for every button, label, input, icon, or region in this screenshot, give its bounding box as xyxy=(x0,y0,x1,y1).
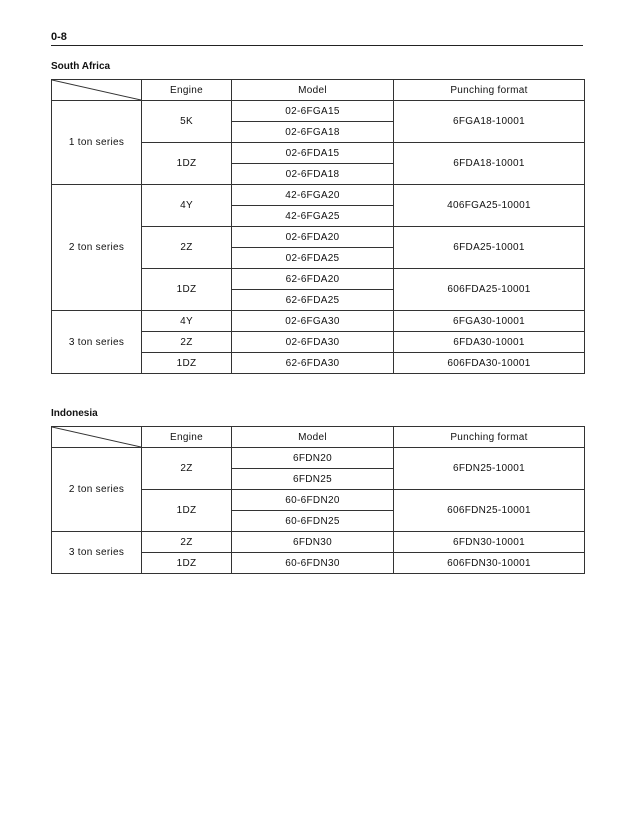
punching-format-cell: 6FDN25-10001 xyxy=(394,448,585,490)
model-cell: 02-6FGA15 xyxy=(232,101,394,122)
model-cell: 6FDN20 xyxy=(232,448,394,469)
model-cell: 02-6FDA25 xyxy=(232,248,394,269)
table-row xyxy=(52,532,585,553)
punching-format-cell: 606FDA25-10001 xyxy=(394,269,585,311)
model-cell: 6FDN25 xyxy=(232,469,394,490)
engine-cell: 2Z xyxy=(142,227,232,269)
south-africa-table xyxy=(51,79,585,374)
page-number: 0-8 xyxy=(51,31,67,43)
engine-cell: 1DZ xyxy=(142,353,232,374)
table-row xyxy=(52,448,585,469)
model-cell: 62-6FDA30 xyxy=(232,353,394,374)
model-cell: 62-6FDA20 xyxy=(232,269,394,290)
diagonal-line xyxy=(52,80,141,100)
series-cell: 3 ton series xyxy=(52,311,142,374)
series-cell: 3 ton series xyxy=(52,532,142,574)
indonesia-table xyxy=(51,426,585,574)
series-cell: 2 ton series xyxy=(52,448,142,532)
header-row xyxy=(52,80,585,101)
header-engine: Engine xyxy=(142,80,232,101)
header-punching-format: Punching format xyxy=(394,427,585,448)
punching-format-cell: 6FDA30-10001 xyxy=(394,332,585,353)
header-punching-format: Punching format xyxy=(394,80,585,101)
header-row xyxy=(52,427,585,448)
model-cell: 62-6FDA25 xyxy=(232,290,394,311)
engine-cell: 2Z xyxy=(142,532,232,553)
punching-format-cell: 6FGA18-10001 xyxy=(394,101,585,143)
punching-format-cell: 6FDA25-10001 xyxy=(394,227,585,269)
model-cell: 02-6FGA18 xyxy=(232,122,394,143)
punching-format-cell: 6FDA18-10001 xyxy=(394,143,585,185)
table-row xyxy=(52,311,585,332)
model-cell: 60-6FDN20 xyxy=(232,490,394,511)
engine-cell: 1DZ xyxy=(142,143,232,185)
model-cell: 02-6FDA15 xyxy=(232,143,394,164)
corner-cell xyxy=(52,80,142,101)
section-title-indonesia: Indonesia xyxy=(51,408,98,419)
series-cell: 2 ton series xyxy=(52,185,142,311)
punching-format-cell: 406FGA25-10001 xyxy=(394,185,585,227)
engine-cell: 2Z xyxy=(142,332,232,353)
punching-format-cell: 6FDN30-10001 xyxy=(394,532,585,553)
punching-format-cell: 606FDN25-10001 xyxy=(394,490,585,532)
section-title-south-africa: South Africa xyxy=(51,61,111,72)
header-engine: Engine xyxy=(142,427,232,448)
page-header xyxy=(51,31,583,46)
header-model: Model xyxy=(232,427,394,448)
model-cell: 42-6FGA20 xyxy=(232,185,394,206)
punching-format-cell: 606FDA30-10001 xyxy=(394,353,585,374)
model-cell: 02-6FDA20 xyxy=(232,227,394,248)
model-cell: 60-6FDN25 xyxy=(232,511,394,532)
model-cell: 02-6FDA30 xyxy=(232,332,394,353)
punching-format-cell: 6FGA30-10001 xyxy=(394,311,585,332)
table-row xyxy=(52,101,585,122)
engine-cell: 2Z xyxy=(142,448,232,490)
model-cell: 6FDN30 xyxy=(232,532,394,553)
engine-cell: 1DZ xyxy=(142,553,232,574)
engine-cell: 1DZ xyxy=(142,269,232,311)
series-cell: 1 ton series xyxy=(52,101,142,185)
header-model: Model xyxy=(232,80,394,101)
model-cell: 60-6FDN30 xyxy=(232,553,394,574)
engine-cell: 4Y xyxy=(142,311,232,332)
punching-format-cell: 606FDN30-10001 xyxy=(394,553,585,574)
table-row xyxy=(52,185,585,206)
engine-cell: 4Y xyxy=(142,185,232,227)
model-cell: 02-6FGA30 xyxy=(232,311,394,332)
model-cell: 02-6FDA18 xyxy=(232,164,394,185)
corner-cell xyxy=(52,427,142,448)
diagonal-line xyxy=(52,427,141,447)
engine-cell: 1DZ xyxy=(142,490,232,532)
model-cell: 42-6FGA25 xyxy=(232,206,394,227)
engine-cell: 5K xyxy=(142,101,232,143)
